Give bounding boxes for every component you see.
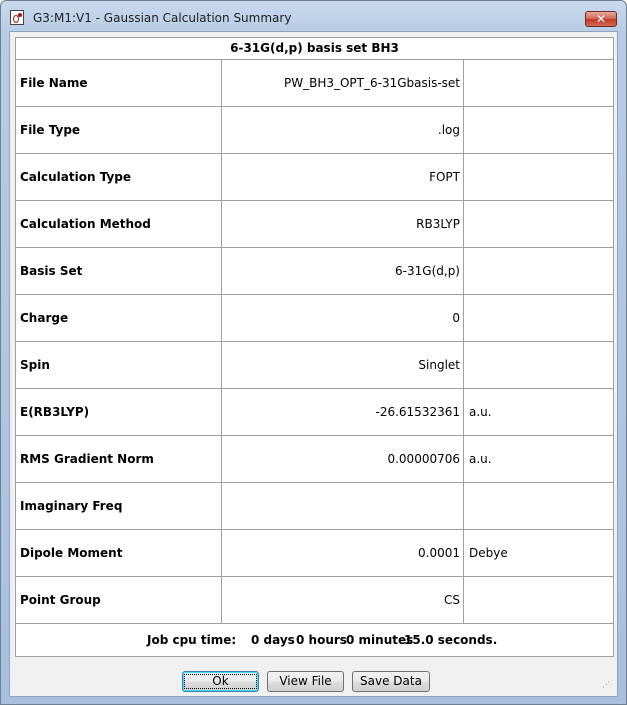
row-label: RMS Gradient Norm <box>20 452 154 466</box>
cpu-seconds: 15.0 seconds. <box>404 633 498 647</box>
row-unit <box>463 483 611 529</box>
row-unit <box>463 60 611 106</box>
ok-button-label: Ok <box>184 674 256 689</box>
row-basis-set <box>16 248 613 295</box>
row-unit: a.u. <box>463 436 611 482</box>
row-unit <box>463 342 611 388</box>
row-file-name <box>16 60 613 107</box>
row-unit <box>463 577 611 623</box>
summary-table <box>15 37 614 657</box>
row-imaginary-freq <box>16 483 613 530</box>
cpu-hours: 0 hours <box>296 633 347 647</box>
row-value: RB3LYP <box>221 201 462 247</box>
resize-grip-icon[interactable]: ⋰ <box>602 680 610 689</box>
row-label: E(RB3LYP) <box>20 405 90 419</box>
close-button[interactable] <box>585 11 617 27</box>
save-data-button[interactable]: Save Data <box>352 671 430 692</box>
title-bar[interactable] <box>1 1 626 31</box>
row-spin <box>16 342 613 389</box>
dialog-body <box>9 31 618 697</box>
row-unit: Debye <box>463 530 611 576</box>
row-point-group <box>16 577 613 624</box>
row-label: Imaginary Freq <box>20 499 123 513</box>
row-label: Calculation Method <box>20 217 151 231</box>
view-file-button[interactable]: View File <box>267 671 344 692</box>
row-value: Singlet <box>221 342 462 388</box>
row-label: Point Group <box>20 593 101 607</box>
row-value: 0 <box>221 295 462 341</box>
row-label: Calculation Type <box>20 170 132 184</box>
row-label: Charge <box>20 311 69 325</box>
window-title: G3:M1:V1 - Gaussian Calculation Summary <box>33 11 292 25</box>
row-unit <box>463 295 611 341</box>
row-charge <box>16 295 613 342</box>
row-value: -26.61532361 <box>221 389 462 435</box>
row-calculation-type <box>16 154 613 201</box>
row-unit <box>463 248 611 294</box>
row-value: PW_BH3_OPT_6-31Gbasis-set <box>221 60 462 106</box>
row-label: File Name <box>20 76 88 90</box>
row-unit <box>463 201 611 247</box>
row-energy <box>16 389 613 436</box>
row-label: Spin <box>20 358 50 372</box>
row-file-type <box>16 107 613 154</box>
row-rms-gradient-norm <box>16 436 613 483</box>
row-value: FOPT <box>221 154 462 200</box>
row-value: 6-31G(d,p) <box>221 248 462 294</box>
app-icon[interactable] <box>10 10 24 25</box>
row-value: 0.00000706 <box>221 436 462 482</box>
row-unit <box>463 154 611 200</box>
cpu-minutes: 0 minutes <box>346 633 414 647</box>
row-dipole-moment <box>16 530 613 577</box>
row-label: Basis Set <box>20 264 83 278</box>
job-cpu-time <box>16 624 613 656</box>
row-label: File Type <box>20 123 81 137</box>
close-icon: ✕ <box>595 12 607 26</box>
cpu-days: 0 days <box>251 633 295 647</box>
row-label: Dipole Moment <box>20 546 123 560</box>
row-value: 0.0001 <box>221 530 462 576</box>
row-calculation-method <box>16 201 613 248</box>
row-unit: a.u. <box>463 389 611 435</box>
row-value: CS <box>221 577 462 623</box>
ok-button[interactable] <box>182 671 259 692</box>
row-value: .log <box>221 107 462 153</box>
row-unit <box>463 107 611 153</box>
table-header: 6-31G(d,p) basis set BH3 <box>16 38 613 60</box>
cpu-time-label: Job cpu time: <box>147 633 237 647</box>
row-value <box>221 483 462 529</box>
